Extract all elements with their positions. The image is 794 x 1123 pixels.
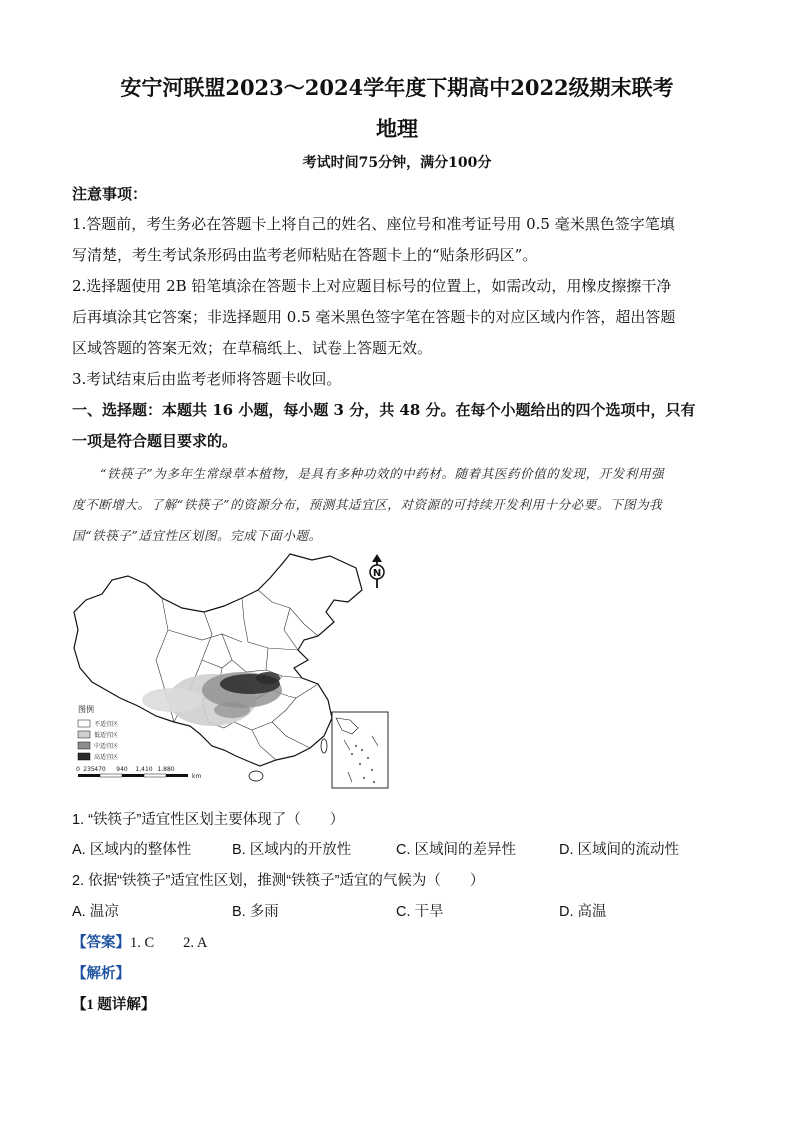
exam-info: 考试时间75分钟，满分100分: [302, 155, 492, 171]
notice-item-2-line-2: 后再填涂其它答案；非选择题用 0.5 毫米黑色签字笔在答题卡的对应区域内作答，超出答题: [72, 308, 676, 326]
section-1-line-1: 一、选择题：本题共 16 小题，每小题 3 分，共 48 分。在每个小题给出的四个选项中，只有: [72, 401, 696, 419]
section-1-line-2: 一项是符合题目要求的。: [72, 432, 238, 450]
legend-swatch: [78, 742, 90, 749]
question-2-stem: 2. 依据“铁筷子”适宜性区划，推测“铁筷子”适宜的气候为（ ）: [72, 873, 485, 889]
answer-line: [72, 931, 207, 952]
question-1-stem: 1. “铁筷子”适宜性区划主要体现了（ ）: [72, 812, 345, 828]
legend-swatch: [78, 731, 90, 738]
question-2-option-c: C. 干旱: [396, 904, 444, 920]
question-1-option-d: D. 区域间的流动性: [559, 842, 680, 858]
scale-unit: km: [192, 773, 202, 780]
map-legend: [78, 704, 118, 761]
legend-label: 高适宜区: [94, 754, 119, 761]
legend-label: 低适宜区: [94, 732, 119, 739]
north-label: N: [372, 568, 382, 579]
exam-title: 安宁河联盟2023～2024学年度下期高中2022级期末联考: [120, 75, 674, 100]
passage-line-2: 度不断增大。了解“铁筷子”的资源分布，预测其适宜区，对资源的可持续开发利用十分必要。下图为我: [72, 497, 663, 512]
notice-item-2-line-1: 2.选择题使用 2B 铅笔填涂在答题卡上对应题目标号的位置上，如需改动，用橡皮擦擦干净: [72, 277, 672, 295]
scale-bar: [76, 766, 201, 780]
legend-swatch: [78, 753, 90, 760]
scale-label: 1,410: [135, 766, 153, 773]
answer-label: 【答案】: [72, 935, 130, 951]
taiwan-island: [321, 739, 327, 753]
scale-label: 470: [94, 766, 106, 773]
legend-swatch: [78, 720, 90, 727]
scale-label: 235: [83, 766, 95, 773]
passage-line-3: 国“铁筷子”适宜性区划图。完成下面小题。: [72, 528, 322, 543]
notice-item-1-line-2: 写清楚，考生考试条形码由监考老师粘贴在答题卡上的“贴条形码区”。: [72, 246, 538, 264]
legend-label: 不适宜区: [94, 721, 119, 728]
scale-label: 1,880: [157, 766, 175, 773]
question-1-option-a: A. 区域内的整体性: [72, 842, 192, 858]
detail-label: 【1 题详解】: [72, 997, 156, 1013]
notice-item-1-line-1: 1.答题前，考生务必在答题卡上将自己的姓名、座位号和准考证号用 0.5 毫米黑色签字笔填: [72, 215, 675, 233]
notice-item-3: 3.考试结束后由监考老师将答题卡收回。: [72, 370, 342, 388]
answer-value: 1. C 2. A: [130, 935, 208, 951]
analysis-label: 【解析】: [72, 966, 130, 982]
question-2-option-b: B. 多雨: [232, 904, 279, 920]
question-2-option-a: A. 温凉: [72, 904, 119, 920]
legend-title: 图例: [78, 705, 94, 714]
notice-item-2-line-3: 区域答题的答案无效；在草稿纸上、试卷上答题无效。: [72, 339, 433, 357]
suitability-map: [72, 550, 392, 790]
question-1-option-b: B. 区域内的开放性: [232, 842, 352, 858]
scale-label: 0: [76, 766, 80, 773]
question-1-option-c: C. 区域间的差异性: [396, 842, 517, 858]
passage-line-1: “铁筷子”为多年生常绿草本植物，是具有多种功效的中药材。随着其医药价值的发现，开发利用强: [100, 466, 665, 481]
north-arrow: [370, 554, 384, 588]
hainan-island: [249, 771, 263, 781]
subject-title: 地理: [376, 116, 418, 141]
question-2-option-d: D. 高温: [559, 904, 607, 920]
south-china-sea-inset: [332, 712, 388, 788]
notice-heading: 注意事项：: [72, 185, 148, 203]
legend-label: 中适宜区: [94, 743, 119, 750]
scale-label: 940: [116, 766, 128, 773]
